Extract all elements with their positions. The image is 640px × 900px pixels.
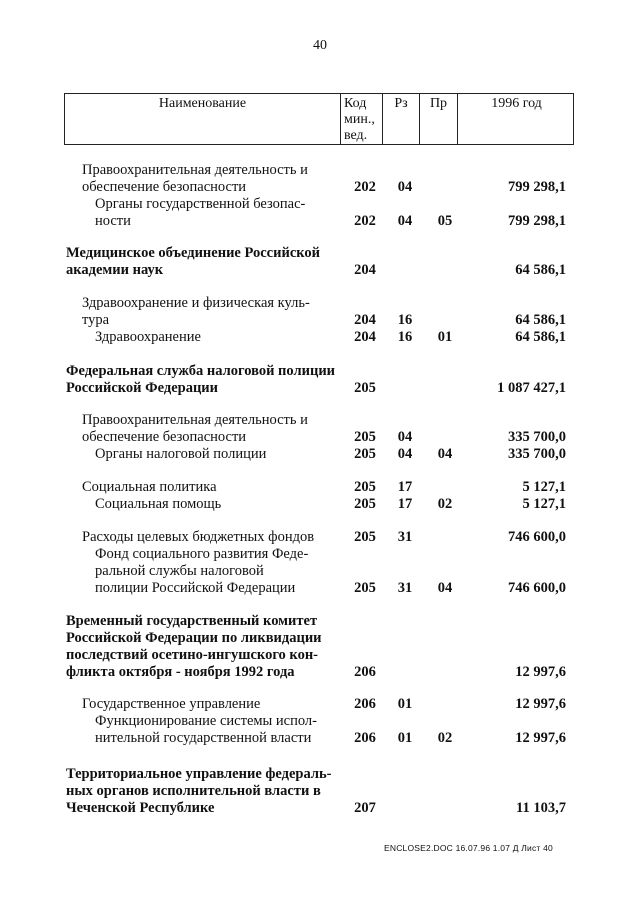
row-pr: 04: [437, 446, 453, 462]
row-name: Территориальное управление федераль- ных органов исполнительной власти в Чеченской Республике: [66, 766, 332, 816]
row-rz: 04: [397, 213, 413, 229]
row-amount: 799 298,1: [508, 213, 566, 229]
row-amount: 335 700,0: [508, 446, 566, 462]
row-name: Временный государственный комитет Российской Федерации по ликвидации последствий осетино-ингушского кон- фликта октября - ноября 1992 года: [66, 613, 322, 680]
header-rz: Рз: [382, 94, 419, 144]
row-amount: 12 997,6: [515, 696, 566, 712]
row-name: Здравоохранение: [95, 329, 201, 345]
row-pr: 02: [437, 496, 453, 512]
row-name: Социальная помощь: [95, 496, 222, 512]
page-number: 40: [313, 38, 327, 53]
row-rz: 17: [397, 496, 413, 512]
row-name: Фонд социального развития Феде- ральной службы налоговой полиции Российской Федерации: [95, 546, 309, 596]
row-pr: 01: [437, 329, 453, 345]
row-kod: 204: [354, 312, 376, 328]
header-year: 1996 год: [457, 94, 575, 144]
header-pr: Пр: [419, 94, 457, 144]
row-kod: 205: [354, 496, 376, 512]
row-amount: 11 103,7: [516, 800, 566, 816]
row-rz: 04: [397, 179, 413, 195]
row-amount: 799 298,1: [508, 179, 566, 195]
row-amount: 746 600,0: [508, 529, 566, 545]
table-header: [64, 93, 574, 145]
row-name: Социальная политика: [82, 479, 217, 495]
row-name: Правоохранительная деятельность и обеспечение безопасности: [82, 162, 308, 195]
row-amount: 64 586,1: [515, 329, 566, 345]
row-kod: 205: [354, 479, 376, 495]
row-kod: 204: [354, 329, 376, 345]
row-name: Расходы целевых бюджетных фондов: [82, 529, 315, 545]
row-kod: 206: [354, 664, 376, 680]
row-rz: 01: [397, 730, 413, 746]
row-rz: 04: [397, 446, 413, 462]
row-kod: 205: [354, 446, 376, 462]
row-name: Здравоохранение и физическая куль- тура: [82, 295, 310, 328]
row-name: Правоохранительная деятельность и обеспечение безопасности: [82, 412, 308, 445]
row-rz: 31: [397, 580, 413, 596]
row-amount: 5 127,1: [522, 479, 566, 495]
row-rz: 16: [397, 312, 413, 328]
row-kod: 202: [354, 213, 376, 229]
row-amount: 64 586,1: [515, 312, 566, 328]
row-name: Органы государственной безопас- ности: [95, 196, 306, 229]
row-kod: 207: [354, 800, 376, 816]
row-amount: 5 127,1: [522, 496, 566, 512]
footer-stamp: ENCLOSE2.DOC 16.07.96 1.07 Д Лист 40: [384, 843, 553, 853]
row-kod: 202: [354, 179, 376, 195]
row-rz: 16: [397, 329, 413, 345]
row-kod: 205: [354, 380, 376, 396]
row-kod: 206: [354, 730, 376, 746]
row-kod: 204: [354, 262, 376, 278]
row-pr: 02: [437, 730, 453, 746]
row-rz: 31: [397, 529, 413, 545]
row-rz: 04: [397, 429, 413, 445]
row-rz: 01: [397, 696, 413, 712]
row-kod: 205: [354, 429, 376, 445]
row-name: Государственное управление: [82, 696, 261, 712]
row-pr: 04: [437, 580, 453, 596]
row-name: Федеральная служба налоговой полиции Российской Федерации: [66, 363, 336, 396]
row-kod: 206: [354, 696, 376, 712]
row-amount: 12 997,6: [515, 664, 566, 680]
row-kod: 205: [354, 580, 376, 596]
row-amount: 12 997,6: [515, 730, 566, 746]
row-rz: 17: [397, 479, 413, 495]
row-amount: 64 586,1: [515, 262, 566, 278]
row-amount: 1 087 427,1: [497, 380, 566, 396]
header-kod: Код мин., вед.: [340, 94, 382, 144]
row-name: Функционирование системы испол- нительной государственной власти: [95, 713, 317, 746]
row-name: Органы налоговой полиции: [95, 446, 267, 462]
row-name: Медицинское объединение Российской академии наук: [66, 245, 321, 278]
row-pr: 05: [437, 213, 453, 229]
row-kod: 205: [354, 529, 376, 545]
row-amount: 746 600,0: [508, 580, 566, 596]
row-amount: 335 700,0: [508, 429, 566, 445]
header-name: Наименование: [158, 96, 247, 111]
